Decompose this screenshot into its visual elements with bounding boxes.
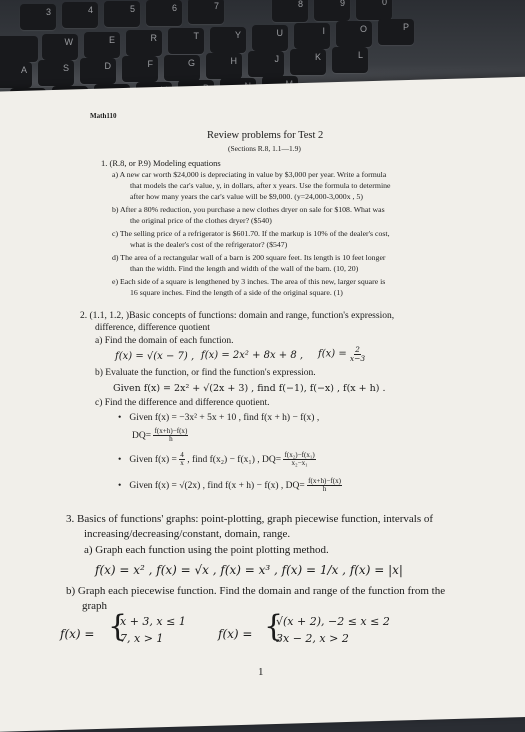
key: W — [42, 34, 78, 60]
c2-text: , find f(x₂) − f(x₁) , DQ= — [187, 454, 282, 465]
key: E — [84, 32, 120, 58]
fraction — [179, 452, 185, 467]
q3-a: a) Graph each function using the point plotting method. — [84, 544, 329, 556]
q2-a-func1: f(x) = √(x − 7) , — [115, 351, 195, 362]
q1-b-line: b) After a 80% reduction, you purchase a new clothes dryer on sale for $108. What was — [112, 205, 385, 214]
q2-c3: • Given f(x) = √(2x) , find f(x + h) − f(x) , DQ= $\frac{f(x+h)-f(x)}{h}$ — [118, 477, 342, 494]
piecewise-2-label: f(x) = — [218, 627, 253, 641]
key: P — [378, 19, 414, 45]
page-number: 1 — [258, 666, 264, 678]
q1-a-line: after how many years the car's value will be $9,000. (y=24,000-3,000x , 5) — [130, 192, 363, 201]
course-label: Math110 — [90, 112, 117, 120]
q1-e-line: e) Each side of a square is lengthened by 3 inches. The area of this new, larger square is — [112, 277, 386, 286]
piecewise-2-top: √(x + 2), −2 ≤ x ≤ 2 — [276, 615, 390, 628]
denominator: h — [322, 485, 327, 494]
q3-a-funcs: f(x) = x² , f(x) = √x , f(x) = x³ , f(x) = 1/x , f(x) = |x| — [95, 563, 403, 577]
key: 9 — [314, 0, 350, 21]
key: 7 — [188, 0, 224, 24]
q1-e-line: 16 square inches. Find the length of a side of the original square. (1) — [130, 288, 343, 297]
c3-text: Given f(x) = √(2x) , find f(x + h) − f(x) , DQ= — [129, 480, 305, 491]
q1-b-line: the original price of the clothes dryer? ($540) — [130, 216, 272, 225]
q2-a-func3 — [318, 346, 365, 362]
key: F — [122, 56, 158, 82]
brace-icon: { — [108, 609, 128, 644]
key: U — [252, 25, 288, 51]
q1-c-line: what is the dealer's cost of the refrigerator? ($547) — [130, 240, 288, 249]
doc-sections: (Sections R.8, 1.1—1.9) — [228, 144, 301, 153]
key: I — [294, 23, 330, 49]
numerator: f(x+h)−f(x) — [154, 427, 188, 435]
numerator: f(x₂)−f(x₁) — [284, 451, 315, 459]
key: G — [164, 55, 200, 81]
key: 5 — [104, 1, 140, 27]
q1-d-line: than the width. Find the length and width of the wall of the barn. (10, 20) — [130, 264, 359, 273]
key: 3 — [20, 4, 56, 30]
q2-heading: 2. (1.1, 1.2, )Basic concepts of functions: domain and range, function's expression, — [80, 311, 395, 321]
q1-d-line: d) The area of a rectangular wall of a barn is 200 square feet. Its length is 10 feet longer — [112, 253, 386, 262]
doc-title: Review problems for Test 2 — [207, 130, 324, 141]
piecewise-1-top: x + 3, x ≤ 1 — [120, 615, 186, 628]
q2-a-func2: f(x) = 2x² + 8x + 8 , — [201, 350, 304, 361]
q2-b: b) Evaluate the function, or find the function's expression. — [95, 368, 316, 378]
piecewise-2-bottom: 3x − 2, x > 2 — [276, 632, 349, 645]
fraction — [350, 346, 365, 362]
denominator: x — [180, 459, 184, 468]
key: 4 — [62, 2, 98, 28]
fraction — [307, 478, 342, 493]
key: O — [336, 21, 372, 47]
key: R — [126, 30, 162, 56]
q1-c-line: c) The selling price of a refrigerator is $601.70. If the markup is 10% of the dealer's cost, — [112, 229, 390, 238]
key: 6 — [146, 0, 182, 26]
brace-icon: { — [264, 609, 284, 644]
q2-c1-dq — [132, 428, 188, 443]
key: S — [38, 60, 74, 86]
key: Y — [210, 27, 246, 53]
key: 8 — [272, 0, 308, 22]
fraction — [283, 452, 315, 467]
key: K — [290, 49, 326, 75]
piecewise-1-bottom: 7, x > 1 — [120, 632, 164, 645]
key: A — [0, 62, 32, 88]
numerator: 2 — [355, 345, 360, 354]
key: T — [168, 28, 204, 54]
key: H — [206, 53, 242, 79]
q3-b: b) Graph each piecewise function. Find the domain and range of the function from the — [66, 585, 446, 597]
q2-c: c) Find the difference and difference quotient. — [95, 398, 270, 408]
key: 0 — [356, 0, 392, 20]
key: L — [332, 47, 368, 73]
piecewise-1-label: f(x) = — [60, 627, 95, 641]
key: D — [80, 58, 116, 84]
denominator: x−3 — [349, 353, 366, 363]
key: J — [248, 51, 284, 77]
q2-c1: • Given f(x) = −3x² + 5x + 10 , find f(x + h) − f(x) , — [118, 413, 319, 423]
q2-c2: • Given f(x) = $\frac{4}{x}$ , find f(x₂) − f(x₁) , DQ= $\frac{\text{f(x₂)−f(x₁)}}{\text{x₂−x₁}}$ — [118, 451, 315, 468]
q2-heading: difference, difference quotient — [95, 323, 210, 333]
q2-a: a) Find the domain of each function. — [95, 336, 234, 346]
q2-b-given: Given f(x) = 2x² + √(2x + 3) , find f(−1), f(−x) , f(x + h) . — [113, 383, 386, 394]
q1-heading: 1. (R.8, or P.9) Modeling equations — [101, 158, 221, 168]
c2-text: Given f(x) = — [129, 454, 177, 465]
func-label: f(x) = — [318, 348, 347, 360]
dq-label: DQ= — [132, 430, 152, 441]
q1-a-line: that models the car's value, y, in dollars, after x years. Use the formula to determine — [130, 181, 391, 190]
fraction — [153, 428, 188, 443]
q1-a-line: a) A new car worth $24,000 is depreciating in value by $3,000 per year. Write a formula — [112, 170, 387, 179]
q3-heading: increasing/decreasing/constant, domain, range. — [84, 528, 291, 540]
numerator: 4 — [180, 451, 184, 459]
numerator: f(x+h)−f(x) — [308, 477, 342, 485]
q3-heading: 3. Basics of functions' graphs: point-plotting, graph piecewise function, intervals of — [66, 513, 434, 525]
denominator: x₂−x₁ — [291, 459, 308, 468]
denominator: h — [169, 435, 173, 444]
q3-b: graph — [82, 600, 108, 612]
